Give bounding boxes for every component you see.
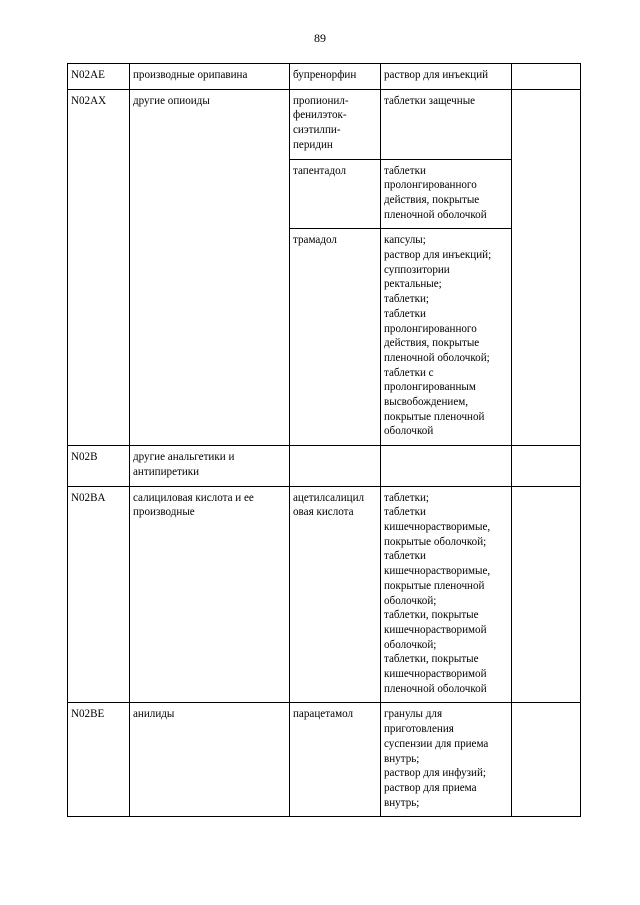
dosage-form-cell: таблетки защечные — [381, 89, 512, 159]
empty-cell — [512, 446, 581, 486]
dosage-form-cell: гранулы для приготовления суспензии для приема внутрь; раствор для инфузий; раствор для приема внутрь; — [381, 703, 512, 817]
drug-name-cell: трамадол — [290, 229, 381, 446]
atc-code-cell: N02AX — [68, 89, 130, 445]
drug-name-cell: парацетамол — [290, 703, 381, 817]
drug-name-cell: пропионил- фенилэток- сиэтилпи- перидин — [290, 89, 381, 159]
drug-name-cell — [290, 446, 381, 486]
dosage-form-cell: таблетки; таблетки кишечнорастворимые, покрытые оболочкой; таблетки кишечнорастворимые, покрытые пленочной оболочкой; таблетки, покрытые кишечнорастворимой оболочкой; таблетки, покрытые кишечнорастворимой пленочной оболочкой — [381, 486, 512, 703]
drug-classification-table — [67, 63, 581, 817]
atc-code-cell: N02B — [68, 446, 130, 486]
drug-name-cell: бупренорфин — [290, 64, 381, 90]
empty-cell — [512, 486, 581, 703]
group-name-cell: другие опиоиды — [130, 89, 290, 445]
group-name-cell: другие анальгетики и антипиретики — [130, 446, 290, 486]
table-row — [68, 486, 581, 703]
group-name-cell: анилиды — [130, 703, 290, 817]
table-row — [68, 64, 581, 90]
drug-name-cell: ацетилсалицил овая кислота — [290, 486, 381, 703]
dosage-form-cell — [381, 446, 512, 486]
empty-cell — [512, 703, 581, 817]
dosage-form-cell: капсулы; раствор для инъекций; суппозитории ректальные; таблетки; таблетки пролонгированного действия, покрытые пленочной оболочкой; таблетки с пролонгированным высвобождением, покрытые пленочной оболочкой — [381, 229, 512, 446]
group-name-cell: производные орипавина — [130, 64, 290, 90]
empty-cell — [512, 64, 581, 90]
table-row — [68, 446, 581, 486]
atc-code-cell: N02BA — [68, 486, 130, 703]
table-row — [68, 89, 581, 159]
group-name-cell: салициловая кислота и ее производные — [130, 486, 290, 703]
empty-cell — [512, 89, 581, 445]
atc-code-cell: N02BE — [68, 703, 130, 817]
atc-code-cell: N02AE — [68, 64, 130, 90]
dosage-form-cell: таблетки пролонгированного действия, покрытые пленочной оболочкой — [381, 159, 512, 229]
page-number: 89 — [314, 31, 326, 45]
table-row — [68, 703, 581, 817]
drug-name-cell: тапентадол — [290, 159, 381, 229]
dosage-form-cell: раствор для инъекций — [381, 64, 512, 90]
